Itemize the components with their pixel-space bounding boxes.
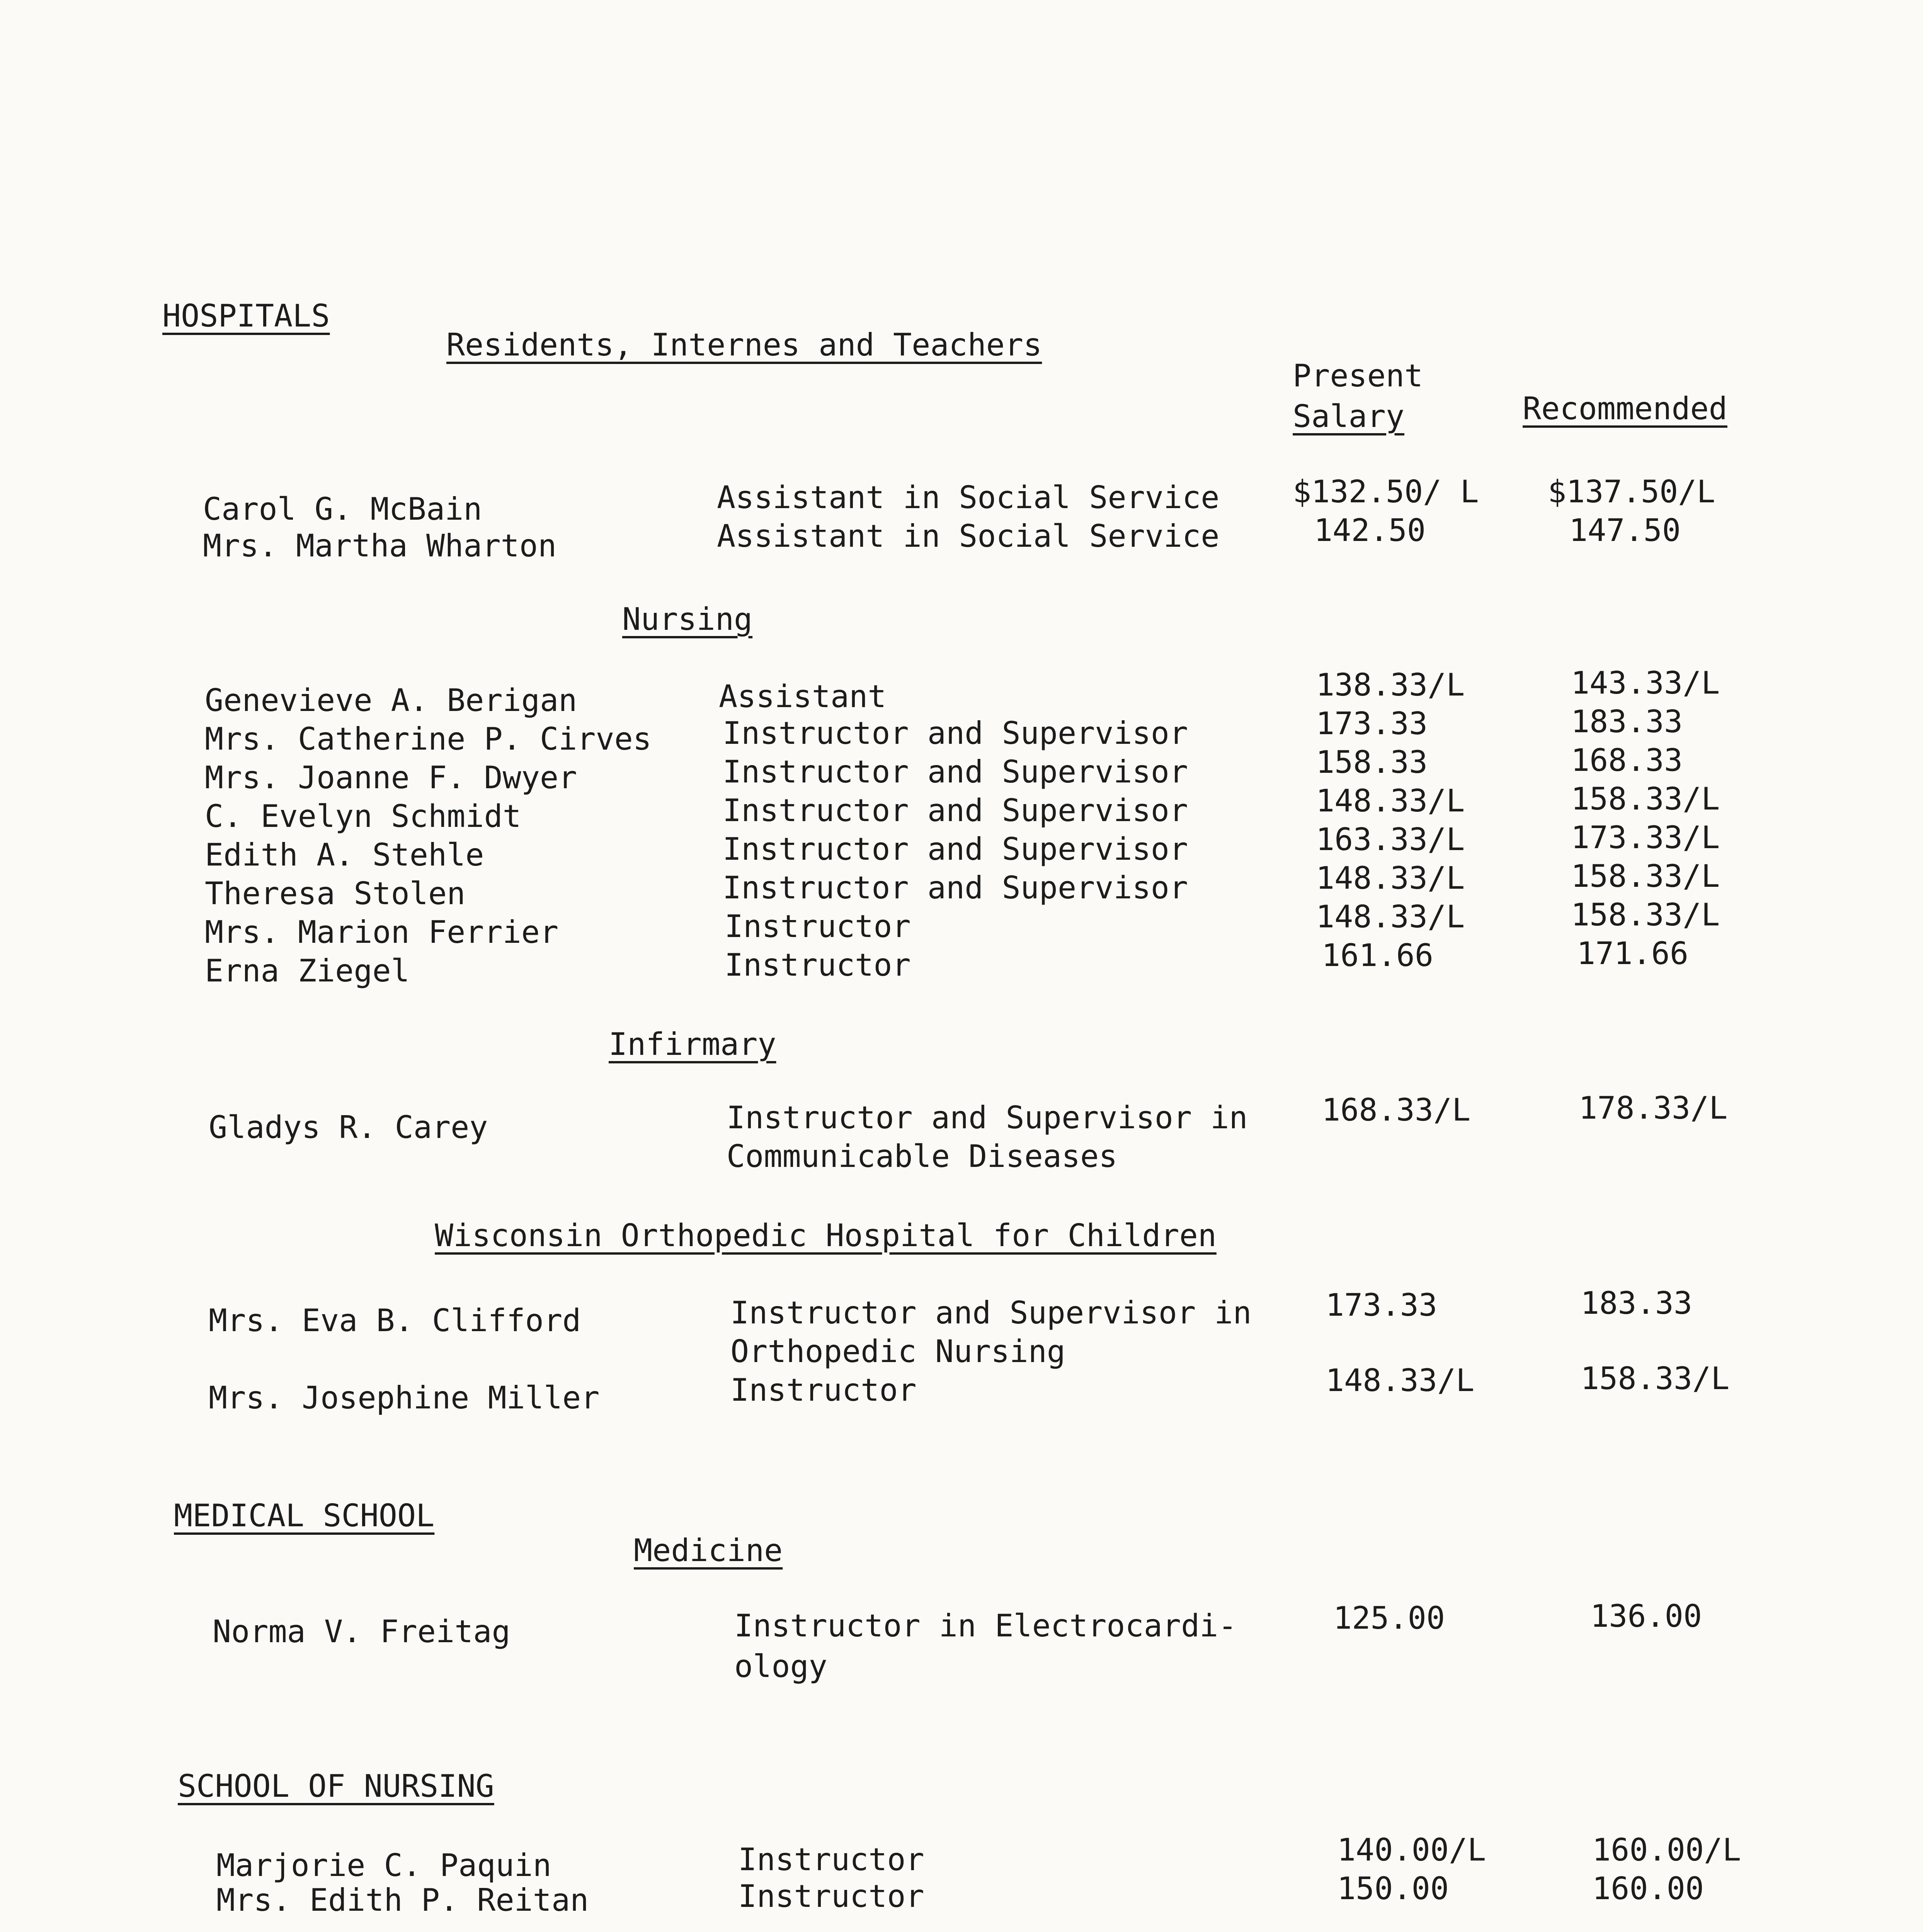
row-recommended-salary: 158.33/L: [1581, 1361, 1730, 1396]
row-position: Instructor and Supervisor: [723, 831, 1188, 867]
row-recommended-salary: 178.33/L: [1579, 1090, 1728, 1126]
row-name: Edith A. Stehle: [205, 837, 484, 873]
row-present-salary: 148.33/L: [1316, 899, 1465, 935]
row-position: Instructor: [738, 1842, 924, 1878]
subsection-title-orthopedic: Wisconsin Orthopedic Hospital for Children: [435, 1218, 1217, 1253]
row-present-salary: 148.33/L: [1326, 1362, 1475, 1398]
row-recommended-salary: 173.33/L: [1571, 820, 1720, 855]
row-present-salary: 148.33/L: [1316, 783, 1465, 819]
row-position: Instructor and Supervisor in: [730, 1295, 1252, 1331]
subsection-title-infirmary: Infirmary: [609, 1026, 776, 1062]
row-present-salary: 140.00/L: [1337, 1832, 1486, 1868]
row-name: Gladys R. Carey: [209, 1109, 488, 1145]
row-position: Instructor: [725, 947, 911, 983]
row-recommended-salary: 171.66: [1577, 935, 1688, 971]
row-position: Assistant in Social Service: [717, 518, 1220, 554]
row-position: Instructor: [725, 908, 911, 944]
row-name: Mrs. Catherine P. Cirves: [205, 721, 652, 757]
section-title-hospitals: HOSPITALS: [162, 298, 330, 334]
section-title-medical-school: MEDICAL SCHOOL: [174, 1498, 435, 1534]
row-position: Instructor in Electrocardi-: [734, 1608, 1237, 1644]
row-position: Assistant in Social Service: [717, 480, 1220, 515]
row-present-salary: 125.00: [1333, 1600, 1445, 1636]
row-position: Instructor and Supervisor in: [727, 1100, 1248, 1136]
row-position: Instructor: [738, 1878, 924, 1914]
row-present-salary: 173.33: [1316, 706, 1428, 742]
row-name: Mrs. Marion Ferrier: [205, 914, 559, 950]
row-recommended-salary: 168.33: [1571, 742, 1683, 778]
row-present-salary: 138.33/L: [1316, 667, 1465, 703]
row-recommended-salary: 143.33/L: [1571, 665, 1720, 701]
row-recommended-salary: 160.00/L: [1592, 1832, 1741, 1868]
row-recommended-salary: 147.50: [1569, 512, 1681, 548]
subsection-title-medicine: Medicine: [634, 1532, 783, 1568]
row-present-salary: 173.33: [1326, 1287, 1437, 1323]
row-position: Instructor: [730, 1372, 917, 1408]
row-recommended-salary: 136.00: [1590, 1598, 1702, 1634]
row-position: Assistant: [719, 679, 887, 714]
row-name: Erna Ziegel: [205, 953, 410, 989]
row-recommended-salary: 158.33/L: [1571, 897, 1720, 933]
row-name: Marjorie C. Paquin: [216, 1847, 551, 1883]
row-name: Mrs. Joanne F. Dwyer: [205, 760, 577, 796]
row-recommended-salary: $137.50/L: [1548, 474, 1715, 510]
row-present-salary: 148.33/L: [1316, 860, 1465, 896]
row-name: Theresa Stolen: [205, 876, 466, 912]
section-title-school-of-nursing: SCHOOL OF NURSING: [178, 1768, 494, 1804]
row-name: Mrs. Martha Wharton: [203, 528, 557, 564]
header-recommended: Recommended: [1523, 391, 1727, 427]
header-salary: Salary: [1293, 398, 1404, 434]
row-position-line2: ology: [734, 1648, 827, 1684]
header-present: Present: [1293, 358, 1423, 394]
row-name: Mrs. Josephine Miller: [209, 1380, 600, 1416]
row-present-salary: $132.50/ L: [1293, 474, 1479, 510]
row-present-salary: 158.33: [1316, 744, 1428, 780]
subsection-title-residents: Residents, Internes and Teachers: [446, 327, 1042, 363]
row-name: C. Evelyn Schmidt: [205, 798, 521, 834]
row-name: Mrs. Eva B. Clifford: [209, 1303, 581, 1338]
row-position-line2: Communicable Diseases: [727, 1138, 1118, 1174]
row-position: Instructor and Supervisor: [723, 793, 1188, 828]
row-position-line2: Orthopedic Nursing: [730, 1333, 1065, 1369]
row-recommended-salary: 158.33/L: [1571, 781, 1720, 817]
row-recommended-salary: 158.33/L: [1571, 858, 1720, 894]
row-position: Instructor and Supervisor: [723, 870, 1188, 906]
row-name: Norma V. Freitag: [213, 1614, 511, 1650]
row-present-salary: 142.50: [1314, 512, 1426, 548]
row-present-salary: 163.33/L: [1316, 821, 1465, 857]
row-recommended-salary: 183.33: [1571, 704, 1683, 740]
row-present-salary: 161.66: [1322, 937, 1433, 973]
row-present-salary: 150.00: [1337, 1871, 1449, 1906]
row-position: Instructor and Supervisor: [723, 754, 1188, 790]
row-position: Instructor and Supervisor: [723, 715, 1188, 751]
row-name: Genevieve A. Berigan: [205, 682, 577, 718]
row-recommended-salary: 160.00: [1592, 1871, 1704, 1906]
subsection-title-nursing: Nursing: [622, 601, 753, 637]
row-present-salary: 168.33/L: [1322, 1092, 1471, 1128]
row-name: Mrs. Edith P. Reitan: [216, 1882, 589, 1918]
row-name: Carol G. McBain: [203, 491, 482, 527]
row-recommended-salary: 183.33: [1581, 1285, 1692, 1321]
